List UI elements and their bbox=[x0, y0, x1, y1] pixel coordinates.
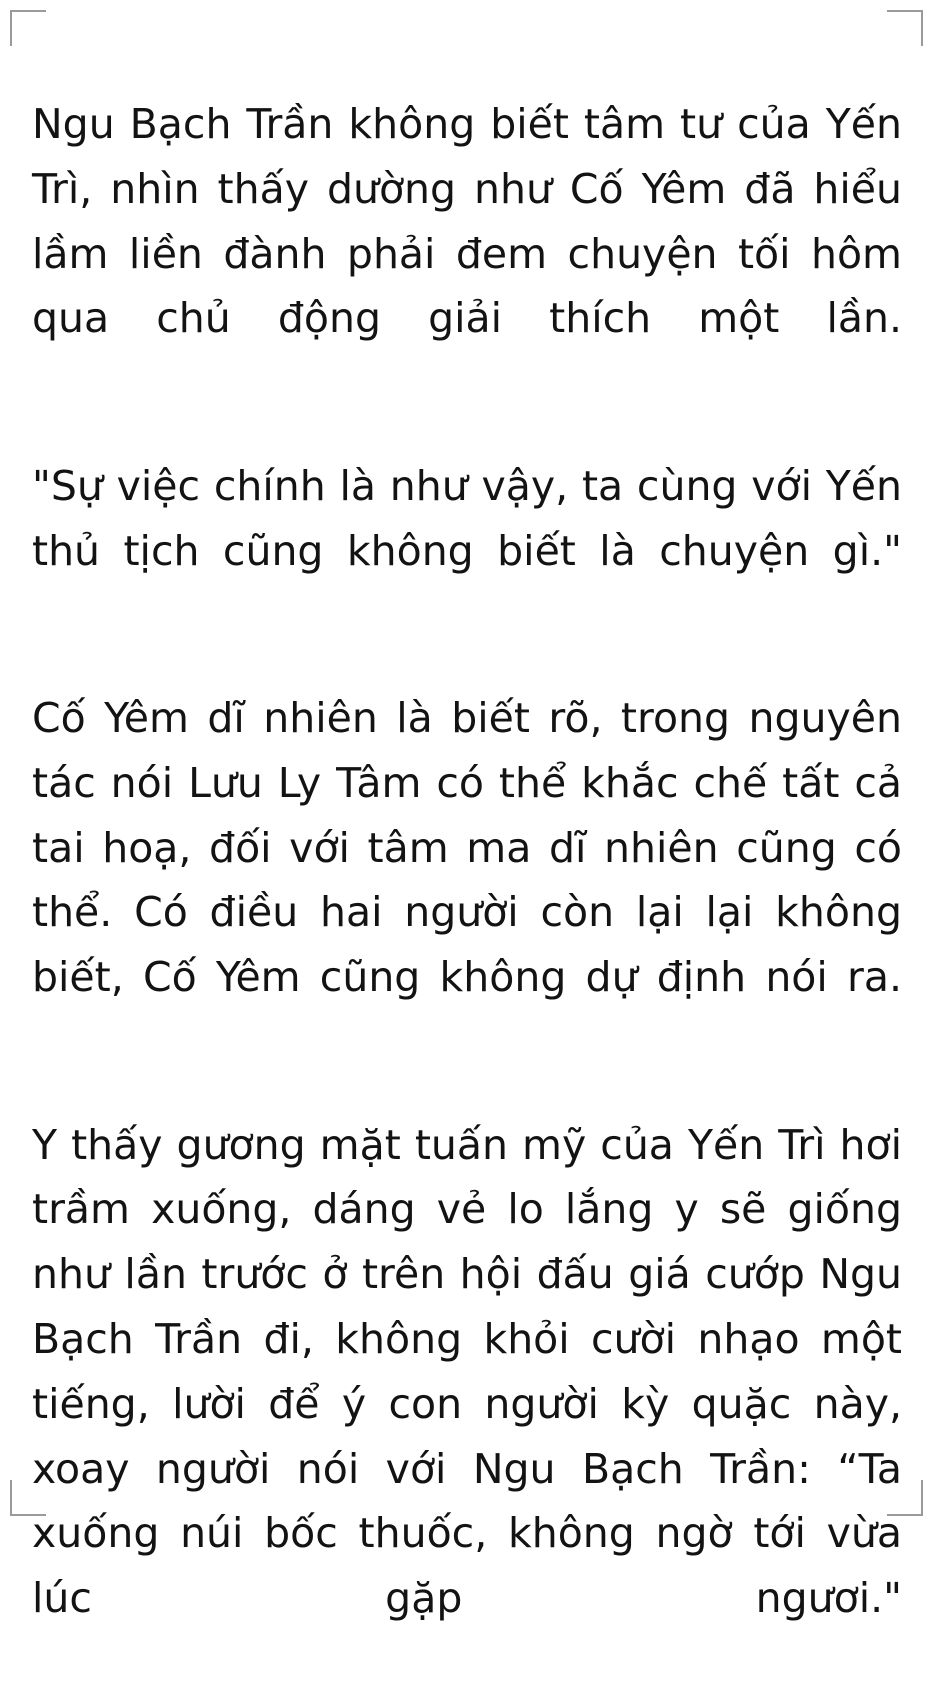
paragraph: Y thấy gương mặt tuấn mỹ của Yến Trì hơi trầm xuống, dáng vẻ lo lắng y sẽ giống như lần trước ở trên hội đấu giá cướp Ngu Bạch Trần đi, không khỏi cười nhạo một tiếng, lười để ý con người kỳ quặc này, xoay người nói với Ngu Bạch Trần: “Ta xuống núi bốc thuốc, không ngờ tới vừa lúc gặp ngươi." bbox=[32, 1120, 902, 1623]
crop-mark-top-left-icon bbox=[10, 10, 46, 46]
paragraph: Ngu Bạch Trần không biết tâm tư của Yến Trì, nhìn thấy dường như Cố Yêm đã hiểu lầm liền đành phải đem chuyện tối hôm qua chủ động giải thích một lần. bbox=[32, 100, 902, 343]
paragraph: Cố Yêm dĩ nhiên là biết rõ, trong nguyên tác nói Lưu Ly Tâm có thể khắc chế tất cả tai hoạ, đối với tâm ma dĩ nhiên cũng có thể. Có điều hai người còn lại lại không biết, Cố Yêm cũng không dự định nói ra. bbox=[32, 694, 902, 1002]
document-body bbox=[32, 92, 902, 1696]
crop-mark-top-right-icon bbox=[887, 10, 923, 46]
paragraph: "Sự việc chính là như vậy, ta cùng với Yến thủ tịch cũng không biết là chuyện gì." bbox=[32, 461, 902, 575]
